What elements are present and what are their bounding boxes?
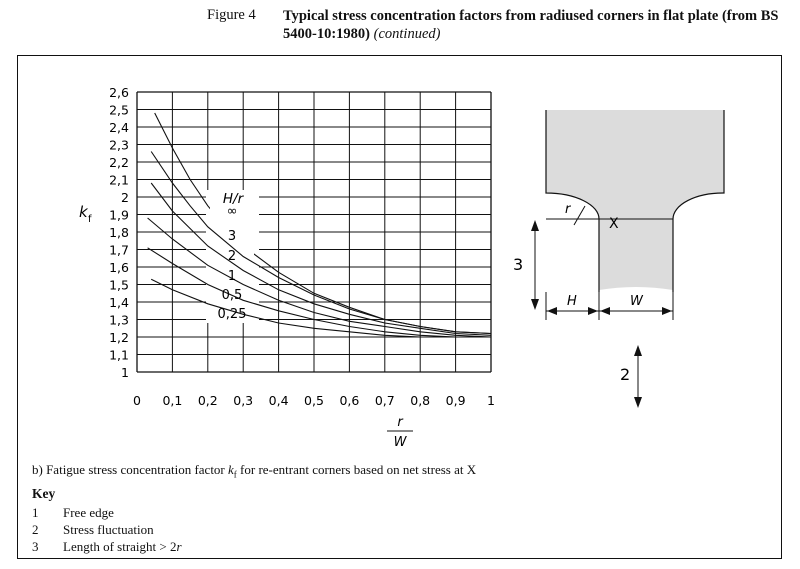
key-item-number: 2 bbox=[32, 522, 39, 537]
y-tick-label: 2,3 bbox=[109, 137, 129, 153]
radius-label: r bbox=[565, 202, 571, 217]
y-axis-label-subscript: f bbox=[88, 214, 92, 225]
dimension-3-arrow-bottom bbox=[531, 299, 539, 310]
x-tick-label: 0,8 bbox=[410, 393, 431, 408]
y-tick-label: 2,5 bbox=[109, 102, 129, 118]
y-tick-label: 1,2 bbox=[109, 330, 129, 345]
callout-2-label: 2 bbox=[620, 365, 631, 384]
series-line bbox=[148, 248, 491, 337]
series-label: 0,25 bbox=[217, 307, 247, 322]
y-tick-label: 2,6 bbox=[109, 85, 129, 100]
key-title: Key bbox=[32, 486, 56, 501]
x-tick-label: 0,3 bbox=[233, 393, 254, 408]
series-line bbox=[151, 279, 491, 337]
y-tick-label: 1 bbox=[121, 365, 129, 380]
y-tick-label: 1,7 bbox=[109, 242, 129, 258]
series-label: 0,5 bbox=[221, 288, 243, 303]
y-tick-label: 2 bbox=[121, 190, 129, 205]
x-tick-label: 0,1 bbox=[162, 393, 183, 408]
chart bbox=[79, 85, 495, 450]
y-tick-label: 1,3 bbox=[109, 312, 129, 328]
y-axis-label: k bbox=[79, 203, 88, 221]
caption-symbol-subscript: f bbox=[233, 469, 237, 480]
stress-fluctuation-arrow-bottom bbox=[634, 397, 642, 408]
plate-diagram bbox=[513, 110, 724, 408]
y-tick-label: 2,1 bbox=[109, 172, 129, 188]
key-item-variable: r bbox=[176, 539, 182, 554]
key-item-text: Stress fluctuation bbox=[63, 522, 154, 537]
dimension-3-arrow-top bbox=[531, 220, 539, 231]
series-label: 3 bbox=[227, 229, 237, 244]
key-item bbox=[32, 539, 182, 555]
y-tick-label: 2,4 bbox=[109, 120, 129, 135]
figure-label: Figure 4 bbox=[207, 7, 256, 23]
x-tick-label: 0 bbox=[133, 393, 141, 408]
y-tick-label: 1,6 bbox=[109, 260, 129, 275]
caption-symbol: k bbox=[228, 462, 234, 477]
callout-3-label: 3 bbox=[513, 255, 524, 274]
dimension-w-arrow-right bbox=[662, 307, 672, 315]
figure-title-text: Typical stress concentration factors from radiused corners in flat plate (from BS 5400-10:1980) bbox=[283, 8, 779, 42]
key-item-text: Free edge bbox=[63, 505, 114, 520]
y-tick-label: 1,4 bbox=[109, 295, 129, 310]
x-tick-label: 0,5 bbox=[304, 393, 324, 408]
series-label: 1 bbox=[227, 269, 237, 284]
x-tick-label: 0,9 bbox=[445, 393, 466, 408]
point-x-label: X bbox=[609, 216, 619, 232]
dimension-h-arrow-right bbox=[588, 307, 598, 315]
x-axis-label-numerator: r bbox=[397, 415, 403, 430]
key-item-text: Length of straight > 2 bbox=[63, 539, 177, 554]
radius-pointer bbox=[574, 206, 585, 225]
dimension-h-label: H bbox=[567, 294, 577, 309]
caption-suffix: for re-entrant corners based on net stress at X bbox=[236, 462, 477, 477]
figure-continued: (continued) bbox=[373, 26, 441, 42]
series-label: 2 bbox=[227, 249, 237, 264]
x-tick-label: 0,2 bbox=[197, 393, 218, 408]
key-item bbox=[32, 505, 114, 521]
y-tick-label: 1,8 bbox=[109, 225, 129, 240]
plate-shape bbox=[546, 110, 724, 290]
x-tick-label: 0,4 bbox=[268, 393, 289, 408]
y-tick-label: 2,2 bbox=[109, 155, 129, 170]
y-tick-label: 1,9 bbox=[109, 207, 129, 223]
x-axis-label-denominator: W bbox=[393, 435, 407, 450]
series-label: ∞ bbox=[226, 204, 238, 219]
stress-fluctuation-arrow-top bbox=[634, 345, 642, 356]
legend-title: H/r bbox=[222, 191, 244, 207]
y-tick-label: 1,1 bbox=[109, 347, 129, 363]
dimension-w-arrow-left bbox=[600, 307, 610, 315]
x-tick-label: 0,6 bbox=[339, 393, 360, 408]
key-item-number: 3 bbox=[32, 539, 39, 554]
y-tick-label: 1,5 bbox=[109, 277, 129, 293]
series-line bbox=[151, 183, 491, 335]
dimension-w-label: W bbox=[630, 294, 643, 309]
x-tick-label: 0,7 bbox=[374, 393, 395, 408]
key-item bbox=[32, 522, 154, 538]
caption-prefix: b) Fatigue stress concentration factor bbox=[32, 462, 229, 477]
key-item-number: 1 bbox=[32, 505, 39, 520]
dimension-h-arrow-left bbox=[547, 307, 557, 315]
figure-caption bbox=[32, 462, 476, 480]
x-tick-label: 1 bbox=[487, 393, 495, 408]
